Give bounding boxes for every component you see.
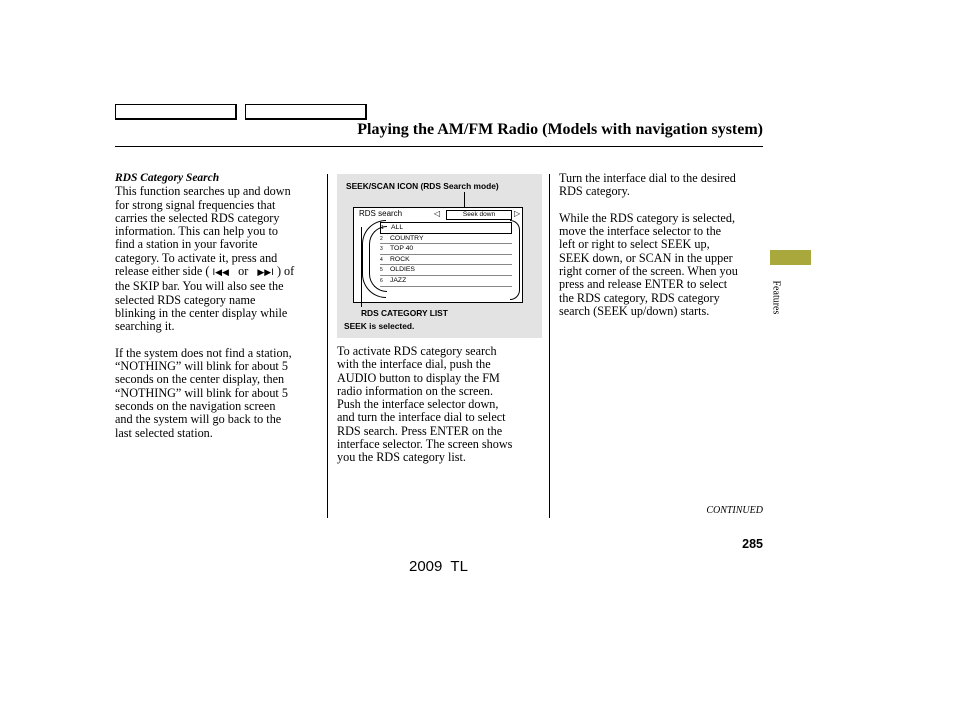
category-number: 1	[381, 225, 384, 231]
page-number: 285	[742, 537, 763, 551]
text-line: If the system does not find a station,	[115, 345, 292, 360]
text-line: SEEK down, or SCAN in the upper	[559, 250, 733, 265]
figure-caption-top: SEEK/SCAN ICON (RDS Search mode)	[346, 181, 499, 191]
text-line: seconds on the navigation screen	[115, 399, 276, 414]
category-label: ALL	[391, 224, 404, 231]
text-line: carries the selected RDS category	[115, 210, 280, 225]
right-arrow-icon[interactable]: ▷	[514, 209, 521, 218]
category-number: 6	[380, 277, 383, 284]
text-line: Push the interface selector down,	[337, 397, 499, 412]
text-line: This function searches up and down	[115, 184, 291, 199]
left-column	[115, 172, 325, 440]
footer-model: 2009 TL	[409, 558, 468, 575]
text-line: press and release ENTER to select	[559, 277, 728, 292]
text-line: and the system will go back to the	[115, 412, 282, 427]
text-line: right corner of the screen. When you	[559, 264, 738, 279]
text-line: RDS category.	[559, 184, 630, 199]
category-item[interactable]	[380, 265, 512, 276]
column-divider-2	[549, 174, 550, 518]
nav-screen	[353, 207, 523, 303]
category-number: 5	[380, 267, 383, 274]
text-line: “NOTHING” will blink for about 5	[115, 385, 288, 400]
text-line: the RDS category, RDS category	[559, 290, 720, 305]
side-tab-label: Features	[770, 280, 782, 315]
rds-screen-figure	[337, 174, 542, 338]
text-line: While the RDS category is selected,	[559, 210, 735, 225]
text-line: find a station in your favorite	[115, 237, 258, 252]
header-tab-box-2	[245, 104, 367, 120]
category-item[interactable]	[380, 276, 512, 287]
category-label: JAZZ	[390, 276, 407, 284]
text-line: To activate RDS category search	[337, 344, 497, 358]
text-fragment: release either side (	[115, 264, 210, 279]
category-item[interactable]	[380, 234, 512, 245]
category-item[interactable]	[380, 244, 512, 255]
seek-down-button[interactable]: Seek down	[446, 210, 512, 220]
text-line: information. This can help you to	[115, 224, 278, 239]
text-line: blinking in the center display while	[115, 305, 288, 320]
text-line-with-icons	[115, 265, 325, 280]
right-column	[559, 172, 765, 318]
list-pointer-line	[361, 227, 362, 307]
category-item[interactable]	[380, 222, 512, 234]
screen-title: RDS search	[359, 209, 403, 218]
text-line: you the RDS category list.	[337, 450, 466, 465]
figure-caption-bottom-1: RDS CATEGORY LIST	[361, 308, 448, 318]
text-line: category. To activate it, press and	[115, 250, 278, 265]
category-label: OLDIES	[390, 266, 415, 274]
category-number: 2	[380, 235, 383, 242]
category-number: 3	[380, 246, 383, 253]
text-line: “NOTHING” will blink for about 5	[115, 359, 288, 374]
page-title: Playing the AM/FM Radio (Models with navigation system)	[357, 121, 763, 138]
text-line: search (SEEK up/down) starts.	[559, 303, 710, 318]
text-line: seconds on the center display, then	[115, 372, 285, 387]
category-number: 4	[380, 256, 383, 263]
text-line: with the interface dial, push the	[337, 357, 491, 372]
text-line: radio information on the screen.	[337, 383, 494, 398]
text-line: Turn the interface dial to the desired	[559, 171, 736, 185]
text-line: searching it.	[115, 319, 175, 334]
text-line: and turn the interface dial to select	[337, 410, 506, 425]
section-side-tab	[770, 250, 811, 265]
text-fragment: or	[238, 264, 249, 279]
column-divider-1	[327, 174, 328, 518]
text-line: last selected station.	[115, 425, 213, 440]
text-line: interface selector. The screen shows	[337, 437, 513, 452]
title-rule	[115, 146, 763, 147]
category-item[interactable]	[380, 255, 512, 266]
middle-column	[337, 345, 547, 465]
continued-label: CONTINUED	[706, 505, 763, 516]
category-label: ROCK	[390, 255, 410, 263]
text-line: left or right to select SEEK up,	[559, 237, 710, 252]
left-arrow-icon[interactable]: ◁	[434, 209, 441, 218]
category-list	[380, 222, 512, 287]
text-line: RDS search. Press ENTER on the	[337, 423, 503, 438]
text-line: move the interface selector to the	[559, 224, 722, 239]
header-tab-box-1	[115, 104, 237, 120]
figure-caption-bottom-2: SEEK is selected.	[344, 321, 415, 331]
text-line: for strong signal frequencies that	[115, 197, 276, 212]
category-label: COUNTRY	[390, 234, 424, 242]
text-fragment: ) of	[276, 264, 295, 279]
section-heading: RDS Category Search	[115, 172, 220, 184]
text-line: the SKIP bar. You will also see the	[115, 279, 284, 294]
category-label: TOP 40	[390, 245, 414, 253]
skip-back-icon: I◀◀	[212, 268, 229, 279]
skip-forward-icon: ▶▶I	[257, 268, 274, 279]
text-line: AUDIO button to display the FM	[337, 370, 500, 385]
text-line: selected RDS category name	[115, 292, 256, 307]
